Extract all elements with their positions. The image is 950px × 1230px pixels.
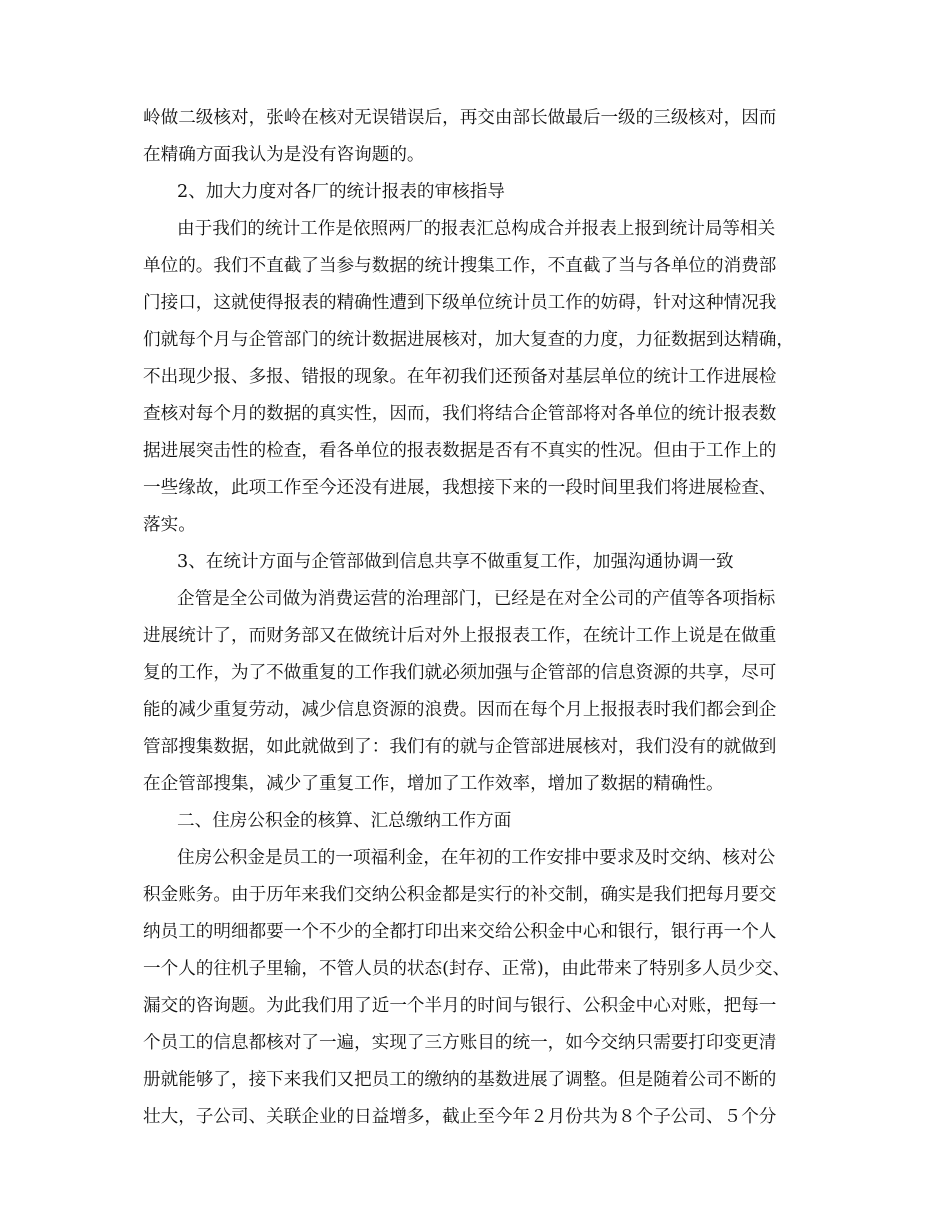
text-line: 单位的。我们不直截了当参与数据的统计搜集工作，不直截了当与各单位的消费部 — [143, 256, 777, 276]
text-line: 一些缘故，此项工作至今还没有进展，我想接下来的一段时间里我们将进展检查、 — [143, 478, 777, 498]
text-line: 在精确方面我认为是没有咨询题的。 — [143, 145, 425, 165]
text-line: 据进展突击性的检查，看各单位的报表数据是否有不真实的性况。但由于工作上的 — [143, 441, 777, 461]
text-line: 落实。 — [143, 515, 196, 535]
text-line: 积金账务。由于历年来我们交纳公积金都是实行的补交制，确实是我们把每月要交 — [143, 885, 777, 905]
text-line: 个员工的信息都核对了一遍，实现了三方账目的统一，如今交纳只需要打印变更清 — [143, 1033, 777, 1053]
paragraph-start: 由于我们的统计工作是依照两厂的报表汇总构成合并报表上报到统计局等相关 — [177, 219, 776, 239]
text-line: 不出现少报、多报、错报的现象。在年初我们还预备对基层单位的统计工作进展检 — [143, 367, 777, 387]
text-line: 漏交的咨询题。为此我们用了近一个半月的时间与银行、公积金中心对账，把每一 — [143, 996, 777, 1016]
section-heading: 3、在统计方面与企管部做到信息共享不做重复工作，加强沟通协调一致 — [177, 552, 734, 572]
text-line: 册就能够了，接下来我们又把员工的缴纳的基数进展了调整。但是随着公司不断的 — [143, 1070, 777, 1090]
paragraph-start: 企管是全公司做为消费运营的治理部门，已经是在对全公司的产值等各项指标 — [177, 589, 776, 609]
paragraph-start: 住房公积金是员工的一项福利金，在年初的工作安排中要求及时交纳、核对公 — [177, 848, 776, 868]
text-line: 进展统计了，而财务部又在做统计后对外上报报表工作，在统计工作上说是在做重 — [143, 626, 777, 646]
text-line: 管部搜集数据，如此就做到了：我们有的就与企管部进展核对，我们没有的就做到 — [143, 737, 777, 757]
text-line: 在企管部搜集，减少了重复工作，增加了工作效率，增加了数据的精确性。 — [143, 774, 724, 794]
text-line: 们就每个月与企管部门的统计数据进展核对，加大复查的力度，力征数据到达精确， — [143, 330, 794, 350]
text-line: 复的工作，为了不做重复的工作我们就必须加强与企管部的信息资源的共享，尽可 — [143, 663, 777, 683]
text-line: 查核对每个月的数据的真实性，因而，我们将结合企管部将对各单位的统计报表数 — [143, 404, 777, 424]
section-heading: 二、住房公积金的核算、汇总缴纳工作方面 — [177, 811, 512, 831]
text-line: 岭做二级核对，张岭在核对无误错误后，再交由部长做最后一级的三级核对，因而 — [143, 108, 777, 128]
text-line: 壮大，子公司、关联企业的日益增多，截止至今年２月份共为８个子公司、５个分 — [143, 1107, 777, 1127]
section-heading: 2、加大力度对各厂的统计报表的审核指导 — [177, 182, 505, 202]
text-line: 门接口，这就使得报表的精确性遭到下级单位统计员工作的妨碍，针对这种情况我 — [143, 293, 777, 313]
text-line: 一个人的往机子里输，不管人员的状态(封存、正常)，由此带来了特别多人员少交、 — [143, 959, 791, 979]
text-line: 纳员工的明细都要一个不少的全都打印出来交给公积金中心和银行，银行再一个人 — [143, 922, 777, 942]
text-line: 能的减少重复劳动，减少信息资源的浪费。因而在每个月上报报表时我们都会到企 — [143, 700, 777, 720]
